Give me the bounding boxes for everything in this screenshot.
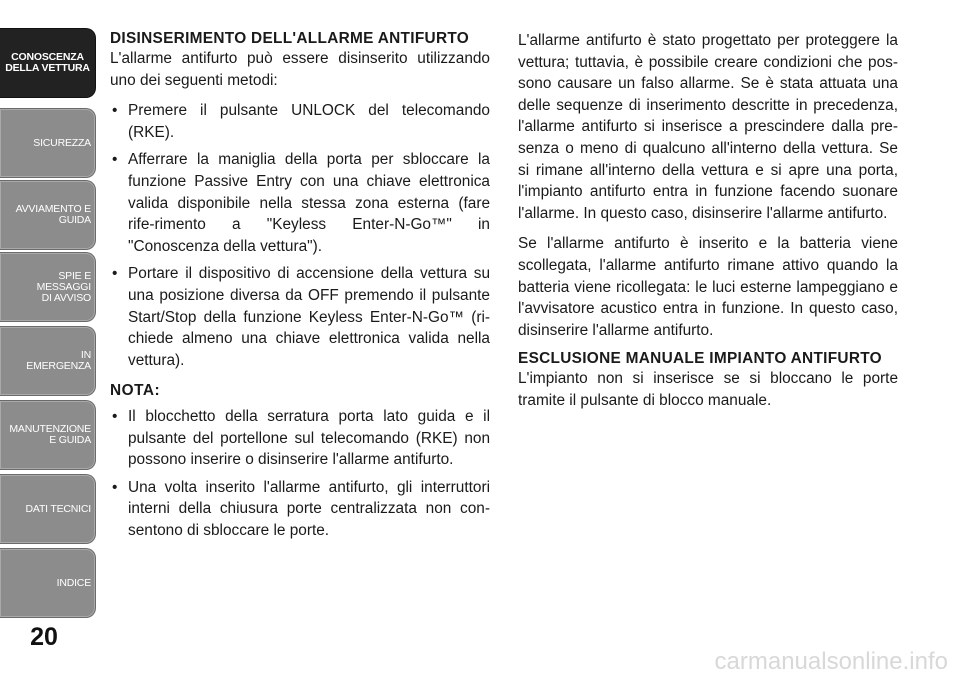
note-title: NOTA: [110, 382, 161, 400]
tab-manutenzione[interactable] [0, 400, 96, 470]
tab-conoscenza-della-vettura[interactable] [0, 28, 96, 98]
tab-label: MANUTENZIONE E GUIDA [9, 423, 91, 446]
tab-indice[interactable] [0, 548, 96, 618]
sidebar-navigation [0, 0, 100, 678]
page-number: 20 [30, 623, 58, 651]
intro-paragraph: L'allarme antifurto può essere disinserito utilizzando uno dei seguenti metodi: [110, 50, 490, 89]
tab-sicurezza[interactable] [0, 108, 96, 178]
tab-label: IN EMERGENZA [26, 349, 91, 372]
notes-list [110, 406, 490, 542]
tab-in-emergenza[interactable] [0, 326, 96, 396]
section-heading: DISINSERIMENTO DELL'ALLARME ANTIFURTO [110, 30, 470, 47]
watermark: carmanualsonline.info [714, 648, 948, 675]
list-item: • Una volta inserito l'allarme antifurto, gli interruttori interni della chiusura porte centralizzata non con-sentono di sbloccare le porte. [110, 477, 490, 542]
list-item: • Afferrare la maniglia della porta per sbloccare la funzione Passive Entry con una chiave elettronica valida disponibile nella stessa zona esterna (fare rife-rimento a "Keyless Enter-N-Go™" in "Conoscenza della vettura"). [110, 149, 490, 257]
paragraph: L'impianto non si inserisce se si bloccano le porte tramite il pulsante di blocco manuale. [518, 370, 898, 409]
tab-label: DATI TECNICI [25, 502, 91, 515]
tab-spie-e-messaggi[interactable] [0, 252, 96, 322]
list-item: • Il blocchetto della serratura porta lato guida e il pulsante del portellone sul telecomando (RKE) non possono inserire o disinserire l'allarme antifurto. [110, 406, 490, 471]
tab-avviamento-e-guida[interactable] [0, 180, 96, 250]
tab-label: SICUREZZA [33, 136, 91, 149]
methods-list [110, 100, 490, 371]
tab-label: CONOSCENZA DELLA VETTURA [5, 51, 90, 74]
tab-dati-tecnici[interactable] [0, 474, 96, 544]
left-column [110, 30, 490, 550]
tab-label: SPIE E MESSAGGI DI AVVISO [36, 269, 91, 304]
list-item: • Premere il pulsante UNLOCK del telecomando (RKE). [110, 100, 490, 143]
right-column [518, 30, 898, 421]
tab-label: AVVIAMENTO E GUIDA [15, 203, 91, 226]
paragraph: L'allarme antifurto è stato progettato per proteggere la vettura; tuttavia, è possibile creare condizioni che pos-sono causare un falso allarme. Se è stata attuata una delle sequenze di inserimento descritte in precedenza, l'allarme antifurto si inserisce a prescindere dalla pre-senza o meno di qualcuno all'interno della vettura. Se si rimane all'interno della vettura e si apre una porta, l'impianto antifurto entra in funzione facendo suonare l'allarme. In questo caso, disinserire l'allarme antifurto. [518, 32, 898, 222]
tab-label: INDICE [56, 576, 91, 589]
paragraph: Se l'allarme antifurto è inserito e la batteria viene scollegata, l'allarme antifurto rimane attivo quando la batteria viene ricollegata: le luci esterne lampeggiano e l'avvisatore acustico entra in funzione. In questo caso, disinserire l'allarme antifurto. [518, 235, 898, 339]
list-item: • Portare il dispositivo di accensione della vettura su una posizione diversa da OFF premendo il pulsante Start/Stop della funzione Keyless Enter-N-Go™ (ri-chiede almeno una chiave elettronica valida nella vettura). [110, 263, 490, 371]
section-heading: ESCLUSIONE MANUALE IMPIANTO ANTIFURTO [518, 350, 882, 368]
